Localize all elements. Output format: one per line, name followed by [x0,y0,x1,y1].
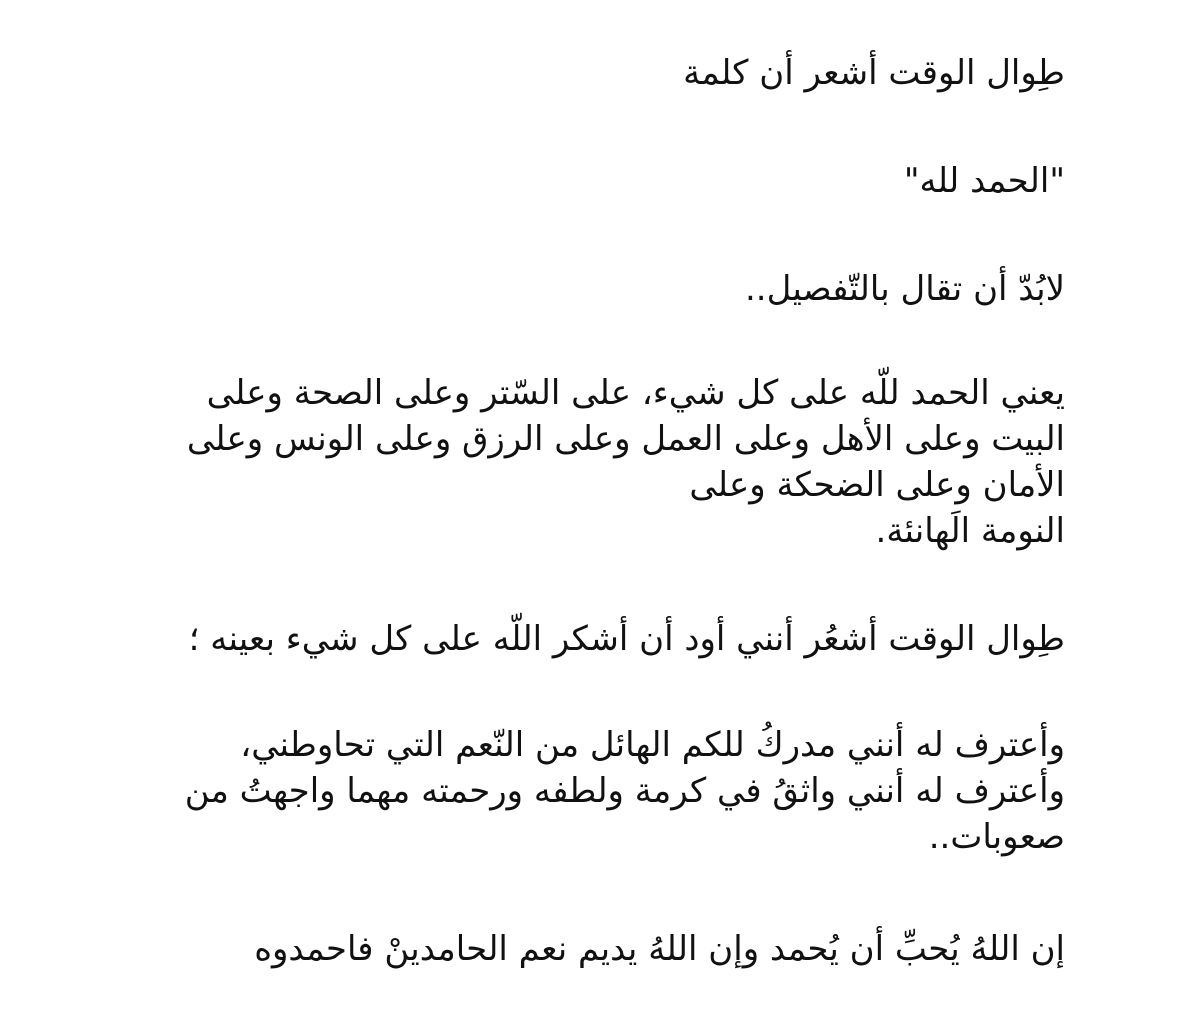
paragraph-2-line-1: وأعترف له أنني مدركُ للكم الهائل من النّعم التي تحاوطني، [240,725,1065,765]
paragraph-1-line-4: النومة الَهانئة. [875,511,1065,551]
paragraph-2-line-3: صعوبات.. [928,817,1065,857]
quoted-phrase: "الحمد لله" [903,161,1065,201]
gratitude-line: طِوال الوقت أشعُر أنني أود أن أشكر اللّه على كل شيء بعينه ؛ [188,619,1065,659]
paragraph-1-line-1: يعني الحمد للّه على كل شيء، على السّتر وعلى الصحة وعلى [206,373,1065,413]
heading-line: طِوال الوقت أشعر أن كلمة [683,53,1065,93]
paragraph-1-line-2: البيت وعلى الأهل وعلى العمل وعلى الرزق وعلى الونس وعلى [186,419,1065,459]
closing-line: إن اللهُ يُحبِّ أن يُحمد وإن اللهُ يديم نعم الحامدينْ فاحمدوه [254,929,1065,969]
paragraph-1-line-3: الأمان وعلى الضحكة وعلى [689,465,1065,505]
paragraph-2-line-2: وأعترف له أنني واثقُ في كرمة ولطفه ورحمته مهما واجهتُ من [184,771,1065,811]
detail-line: لابُدّ أن تقال بالتّفصيل.. [744,269,1065,309]
